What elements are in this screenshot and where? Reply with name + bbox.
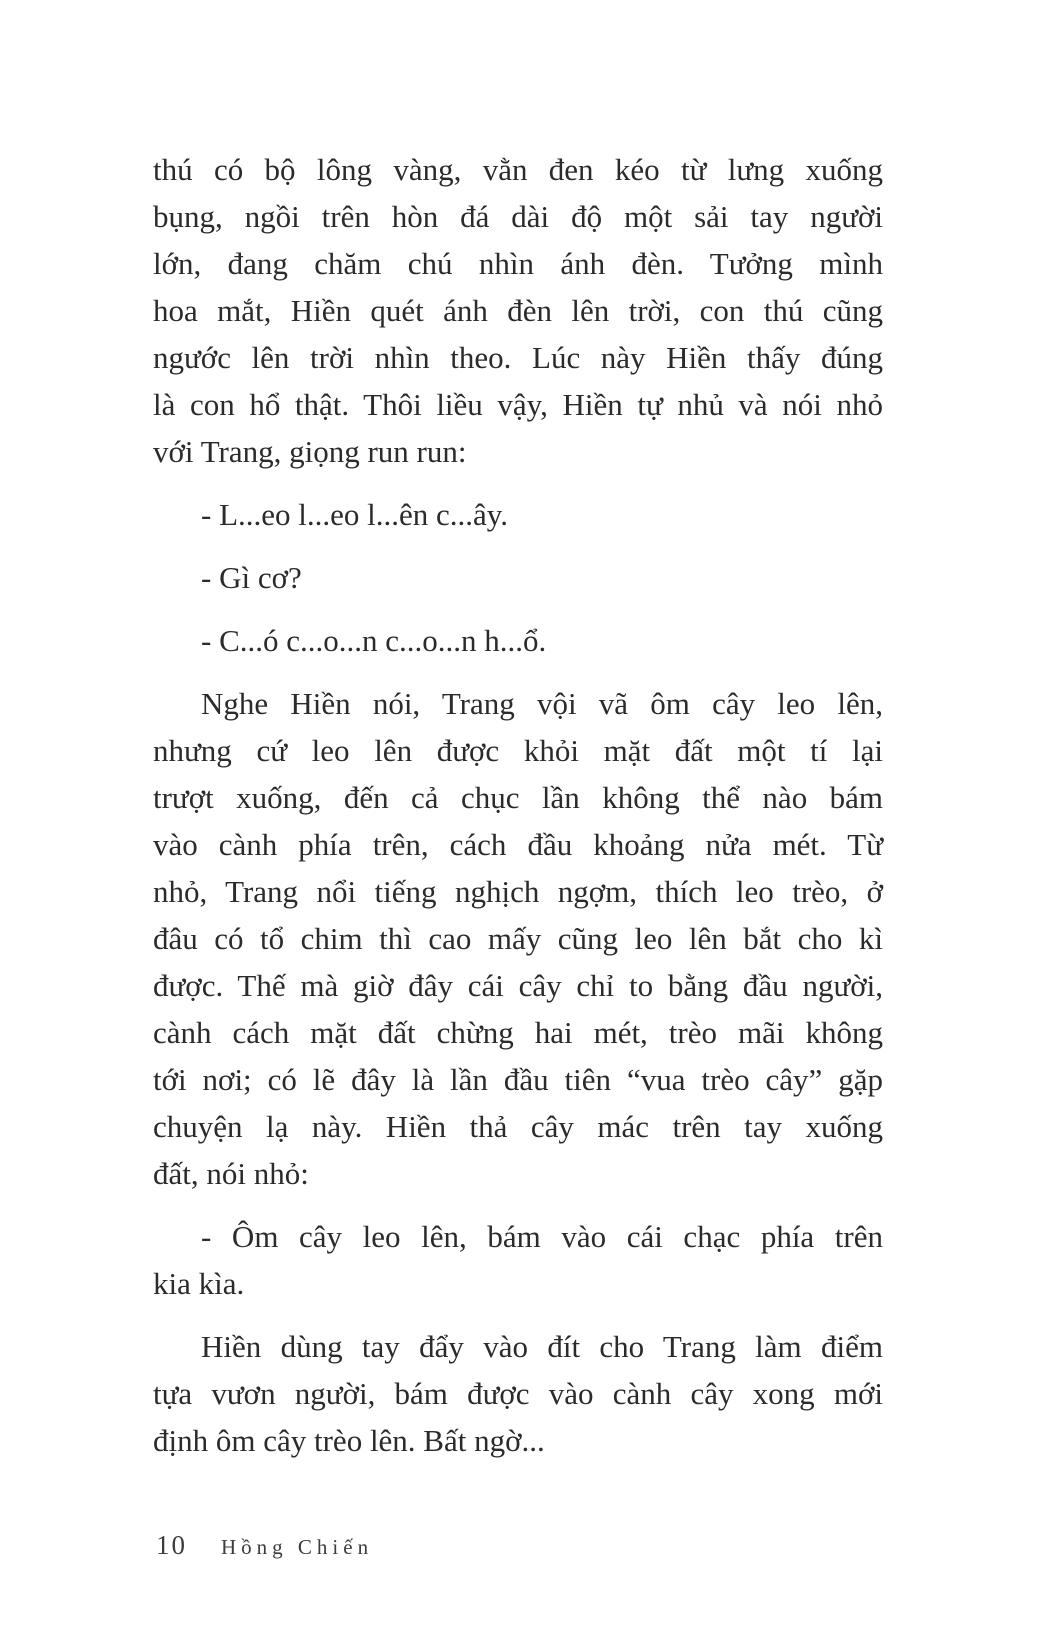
author-name: Hồng Chiến (221, 1535, 374, 1559)
text-line: nhưng cứ leo lên được khỏi mặt đất một tí lại (153, 733, 883, 768)
text-line: đất, nói nhỏ: (153, 1156, 309, 1191)
text-line: định ôm cây trèo lên. Bất ngờ... (153, 1423, 545, 1458)
page-footer (156, 1530, 373, 1561)
text-line: tựa vươn người, bám được vào cành cây xong mới (153, 1376, 883, 1411)
text-line: trượt xuống, đến cả chục lần không thể nào bám (153, 780, 883, 815)
text-line: lớn, đang chăm chú nhìn ánh đèn. Tưởng mình (153, 246, 883, 281)
text-block (153, 146, 883, 1480)
paragraph (153, 491, 883, 538)
paragraph (153, 1213, 883, 1307)
text-line: bụng, ngồi trên hòn đá dài độ một sải tay người (153, 199, 883, 234)
paragraph (153, 1323, 883, 1464)
text-line: chuyện lạ này. Hiền thả cây mác trên tay xuống (153, 1109, 883, 1144)
text-line: được. Thế mà giờ đây cái cây chỉ to bằng đầu người, (153, 968, 883, 1003)
text-line: vào cành phía trên, cách đầu khoảng nửa mét. Từ (153, 827, 883, 862)
text-line: - Ôm cây leo lên, bám vào cái chạc phía trên (201, 1219, 883, 1254)
text-line: Nghe Hiền nói, Trang vội vã ôm cây leo lên, (201, 686, 883, 721)
page-number: 10 (156, 1530, 187, 1560)
text-line: nhỏ, Trang nổi tiếng nghịch ngợm, thích leo trèo, ở (153, 874, 883, 909)
text-line: là con hổ thật. Thôi liều vậy, Hiền tự nhủ và nói nhỏ (153, 387, 883, 422)
paragraph (153, 554, 883, 601)
text-line: thú có bộ lông vàng, vằn đen kéo từ lưng xuống (153, 152, 883, 187)
text-line: - L...eo l...eo l...ên c...ây. (201, 497, 509, 532)
text-line: - Gì cơ? (201, 560, 302, 595)
text-line: cành cách mặt đất chừng hai mét, trèo mãi không (153, 1015, 883, 1050)
text-line: đâu có tổ chim thì cao mấy cũng leo lên bắt cho kì (153, 921, 883, 956)
text-line: với Trang, giọng run run: (153, 434, 467, 469)
paragraph (153, 617, 883, 664)
paragraph (153, 146, 883, 475)
paragraph (153, 680, 883, 1197)
text-line: tới nơi; có lẽ đây là lần đầu tiên “vua trèo cây” gặp (153, 1062, 883, 1097)
text-line: kia kìa. (153, 1266, 245, 1301)
text-line: Hiền dùng tay đẩy vào đít cho Trang làm điểm (201, 1329, 883, 1364)
text-line: - C...ó c...o...n c...o...n h...ổ. (201, 623, 547, 658)
text-line: ngước lên trời nhìn theo. Lúc này Hiền thấy đúng (153, 340, 883, 375)
text-line: hoa mắt, Hiền quét ánh đèn lên trời, con thú cũng (153, 293, 883, 328)
